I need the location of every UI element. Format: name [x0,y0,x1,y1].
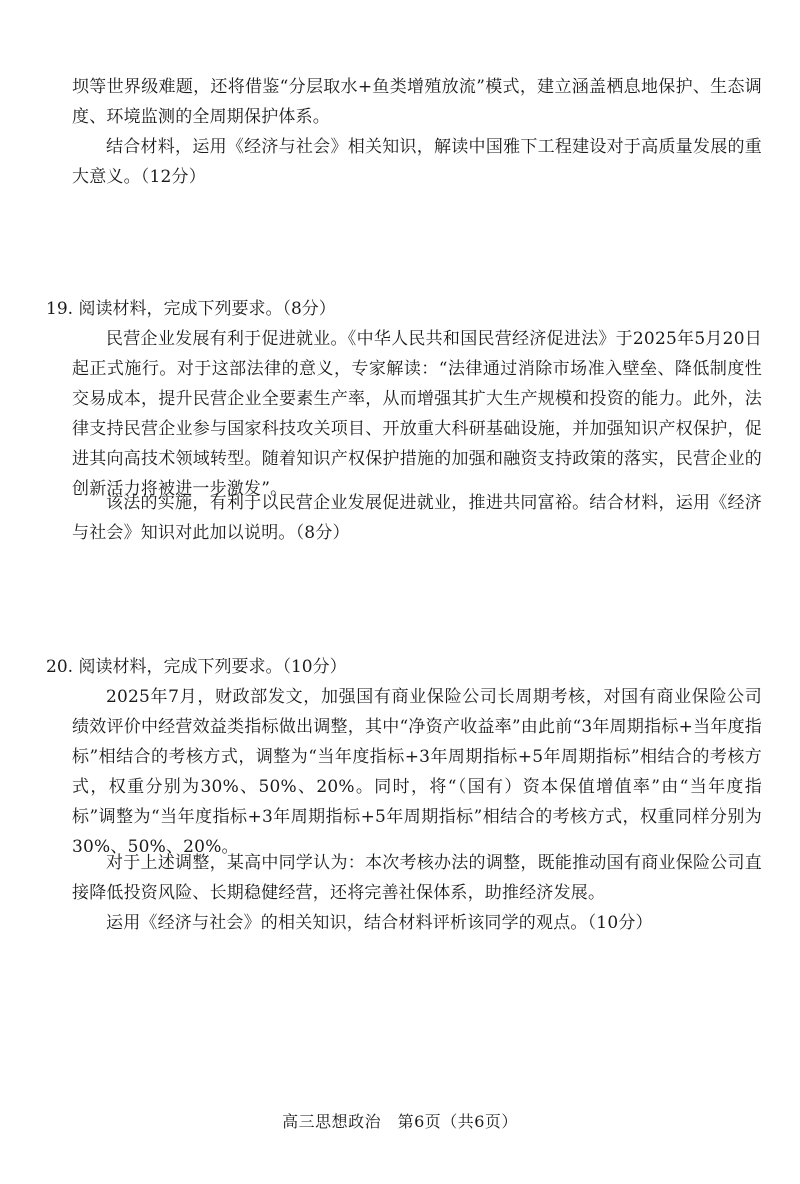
q20-task: 运用《经济与社会》的相关知识，结合材料评析该同学的观点。（10分） [106,913,653,933]
q19-task: 该法的实施，有利于以民营企业发展促进就业，推进共同富裕。结合材料，运用《经济与社会》知识对此加以说明。（8分） [72,493,762,543]
page-footer: 高三思想政治 第6页（共6页） [282,1112,518,1131]
q18-material-end: 坝等世界级难题，还将借鉴“分层取水+鱼类增殖放流”模式，建立涵盖栖息地保护、生态调度、环境监测的全周期保护体系。 [72,77,762,127]
q20-material: 2025年7月，财政部发文，加强国有商业保险公司长周期考核，对国有商业保险公司绩效评价中经营效益类指标做出调整，其中“净资产收益率”由此前“3年周期指标+当年度指标”相结合的考核方式，调整为“当年度指标+3年周期指标+5年周期指标”相结合的考核方式，权重分别为30%、50%、20%。同时，将“（国有）资本保值增值率”由“当年度指标”调整为“当年度指标+3年周期指标+5年周期指标”相结合的考核方式，权重同样分别为30%、50%、20%。 [72,687,762,857]
q19-heading: 19. 阅读材料，完成下列要求。（8分） [46,299,336,319]
q19-material: 民营企业发展有利于促进就业。《中华人民共和国民营经济促进法》于2025年5月20日起正式施行。对于这部法律的意义，专家解读：“法律通过消除市场准入壁垒、降低制度性交易成本，提升民营企业全要素生产率，从而增强其扩大生产规模和投资的能力。此外，法律支持民营企业参与国家科技攻关项目、开放重大科研基础设施，并加强知识产权保护，促进其向高技术领域转型。随着知识产权保护措施的加强和融资支持政策的落实，民营企业的创新活力将被进一步激发”。 [72,329,762,499]
q20-student-view: 对于上述调整，某高中同学认为：本次考核办法的调整，既能推动国有商业保险公司直接降低投资风险、长期稳健经营，还将完善社保体系，助推经济发展。 [72,853,762,903]
q20-heading: 20. 阅读材料，完成下列要求。（10分） [46,657,347,677]
q18-task: 结合材料，运用《经济与社会》相关知识，解读中国雅下工程建设对于高质量发展的重大意义。（12分） [72,137,762,187]
